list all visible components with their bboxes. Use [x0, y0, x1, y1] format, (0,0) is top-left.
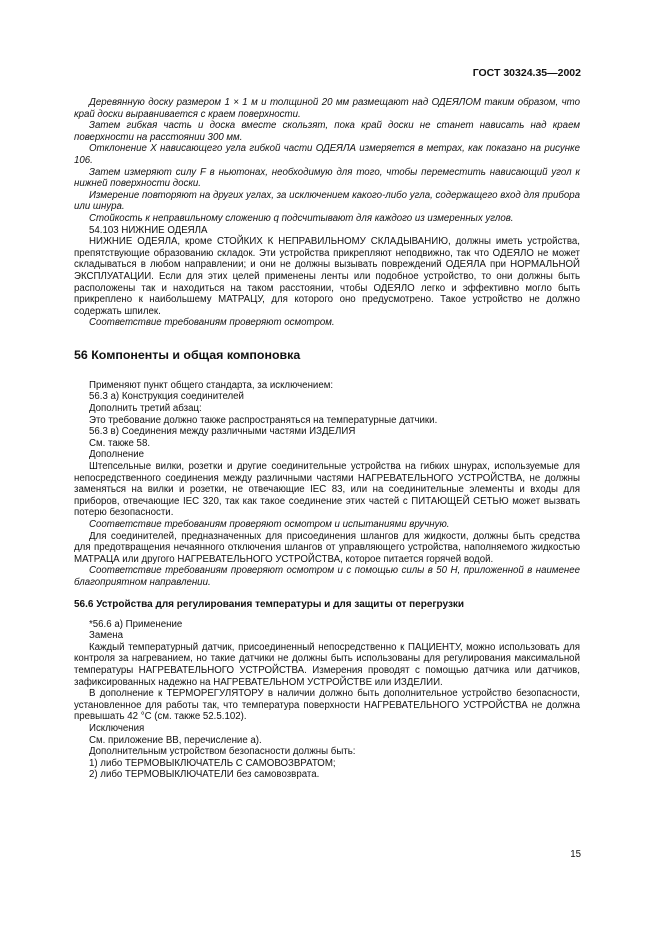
compliance-check: Соответствие требованиям проверяют осмотром. — [89, 317, 335, 329]
page-number: 15 — [570, 849, 581, 860]
paragraph: См. также 58. — [89, 437, 151, 449]
paragraph: Стойкость к неправильному сложению q подсчитывают для каждого из измеренных углов. — [89, 212, 514, 224]
clause-56-6-heading: 56.6 Устройства для регулирования температуры и для защиты от перегрузки — [74, 598, 465, 610]
section-56-heading: 56 Компоненты и общая компоновка — [74, 347, 301, 362]
paragraph: Исключения — [89, 722, 145, 734]
clause-54-103-body: НИЖНИЕ ОДЕЯЛА, кроме СТОЙКИХ К НЕПРАВИЛЬНОМУ СКЛАДЫВАНИЮ, должны иметь устройства, препятствующие образованию складок. Эти устройства прикрепляют неподвижно, так что ОДЕЯЛО не может складываться в любом направлении; и они не должны вызывать повреждений ОДЕЯЛА при НОРМАЛЬНОЙ ЭКСПЛУАТАЦИИ. Если для этих целей применены ленты или подобное устройство, то они должны быть расположены так и находиться на таком расстоянии, чтобы ОДЕЯЛО легко и эффективно могло быть прикреплено к наибольшему МАТРАЦУ, для которого оно предусмотрено. Такое устройство не должно содержать шпилек. — [74, 236, 580, 317]
paragraph: Деревянную доску размером 1 × 1 м и толщиной 20 мм размещают над ОДЕЯЛОМ таким образом, что край доски выравнивается с краем поверхности. — [74, 97, 580, 120]
paragraph: *56.6 а) Применение — [89, 618, 183, 630]
paragraph: Штепсельные вилки, розетки и другие соединительные устройства на гибких шнурах, используемые для непосредственного соединения между различными частями НАГРЕВАТЕЛЬНОГО УСТРОЙСТВА, не должны заменяться на вилки и розетки, не отвечающие IEC 83, или на соединительные элементы и входы для приборов, отвечающие IEC 320, так как такое соединение этих частей с ПИТАЮЩЕЙ СЕТЬЮ может вызвать потерю безопасности. — [74, 461, 580, 519]
paragraph: См. приложение ВВ, перечисление а). — [89, 734, 262, 746]
paragraph: Каждый температурный датчик, присоединенный непосредственно к ПАЦИЕНТУ, можно использовать для контроля за нагреванием, но такие датчики не должны быть использованы для регулирования максимальной температуры НАГРЕВАТЕЛЬНОГО УСТРОЙСТВА. Измерения проводят с помощью датчика или датчиков, зафиксированных надежно на НАГРЕВАТЕЛЬНОМ УСТРОЙСТВЕ или ИЗДЕЛИИ. — [74, 641, 580, 688]
standard-header: ГОСТ 30324.35—2002 — [472, 67, 581, 79]
paragraph: Применяют пункт общего стандарта, за исключением: — [89, 379, 334, 391]
page-body — [74, 97, 580, 781]
clause-54-103-title: 54.103 НИЖНИЕ ОДЕЯЛА — [89, 224, 208, 236]
paragraph: В дополнение к ТЕРМОРЕГУЛЯТОРУ в наличии должно быть дополнительное устройство безопасности, установленное для работы так, что температура поверхности НАГРЕВАТЕЛЬНОГО УСТРОЙСТВА не должна превышать 42 °С (см. также 52.5.102). — [74, 688, 580, 723]
paragraph: Затем измеряют силу F в ньютонах, необходимую для того, чтобы переместить нависающий угол к нижней поверхности доски. — [74, 166, 580, 190]
paragraph: Дополнение — [89, 449, 145, 461]
compliance-check: Соответствие требованиям проверяют осмотром и испытаниями вручную. — [89, 519, 450, 530]
compliance-check: Соответствие требованиям проверяют осмотром и с помощью силы в 50 Н, приложенной в наименее благоприятном направлении. — [74, 565, 580, 588]
paragraph: Дополнительным устройством безопасности должны быть: — [89, 746, 356, 758]
list-item: 2) либо ТЕРМОВЫКЛЮЧАТЕЛИ без самовозврата. — [89, 769, 320, 781]
paragraph: Замена — [89, 630, 124, 642]
paragraph: Затем гибкая часть и доска вместе скользят, пока край доски не станет нависать над краем поверхности на расстоянии 300 мм. — [74, 120, 580, 143]
paragraph: Дополнить третий абзац: — [89, 403, 202, 415]
paragraph: Для соединителей, предназначенных для присоединения шлангов для жидкости, должны быть средства для предотвращения нечаянного отключения шлангов от управляющего устройства, наполняемого жидкостью МАТРАЦА или другого НАГРЕВАТЕЛЬНОГО УСТРОЙСТВА, которое питается горячей водой. — [74, 530, 580, 565]
paragraph: 56.3 а) Конструкция соединителей — [89, 391, 244, 403]
paragraph: Это требование должно также распространяться на температурные датчики. — [89, 414, 438, 426]
list-item: 1) либо ТЕРМОВЫКЛЮЧАТЕЛЬ С САМОВОЗВРАТОМ; — [89, 757, 336, 769]
paragraph: Измерение повторяют на других углах, за исключением какого-либо угла, содержащего вход для прибора или шнура. — [74, 189, 580, 213]
paragraph: 56.3 в) Соединения между различными частями ИЗДЕЛИЯ — [89, 426, 356, 438]
paragraph: Отклонение X нависающего угла гибкой части ОДЕЯЛА измеряется в метрах, как показано на рисунке 106. — [74, 143, 580, 166]
